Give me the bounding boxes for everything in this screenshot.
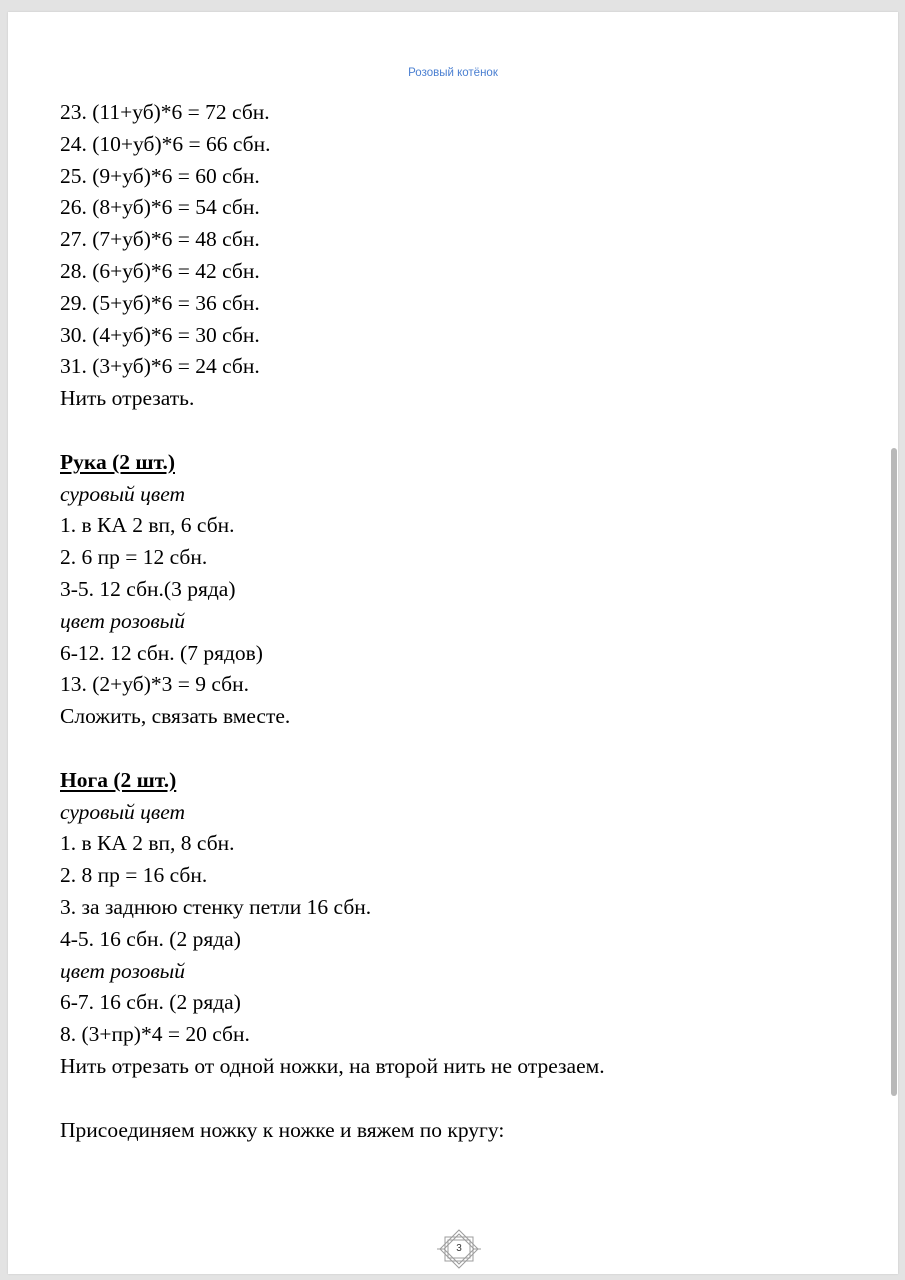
arm-row: 1. в КА 2 вп, 6 сбн.	[60, 513, 235, 538]
row-25: 25. (9+уб)*6 = 60 сбн.	[60, 163, 260, 188]
page-number: 3	[456, 1243, 462, 1254]
running-header: Розовый котёнок	[408, 67, 498, 79]
row-30: 30. (4+уб)*6 = 30 сбн.	[60, 322, 260, 347]
leg-color-label-1: суровый цвет	[60, 799, 186, 824]
leg-row: 3. за заднюю стенку петли 16 сбн.	[60, 894, 372, 919]
arm-finish-note: Сложить, связать вместе.	[60, 704, 291, 729]
spacer	[60, 733, 860, 765]
leg-finish-note: Нить отрезать от одной ножки, на второй нить не отрезаем.	[60, 1053, 605, 1078]
arm-row: 2. 6 пр = 12 сбн.	[60, 545, 208, 570]
row-26: 26. (8+уб)*6 = 54 сбн.	[60, 195, 260, 220]
leg-section-title: Нога (2 шт.)	[60, 767, 177, 792]
row-24: 24. (10+уб)*6 = 66 сбн.	[60, 131, 271, 156]
spacer	[60, 1083, 860, 1115]
leg-row: 8. (3+пр)*4 = 20 сбн.	[60, 1022, 250, 1047]
arm-row: 3-5. 12 сбн.(3 ряда)	[60, 576, 236, 601]
leg-row: 6-7. 16 сбн. (2 ряда)	[60, 990, 241, 1015]
vertical-scrollbar[interactable]	[891, 448, 897, 1096]
row-23: 23. (11+уб)*6 = 72 сбн.	[60, 100, 270, 124]
arm-color-label-2: цвет розовый	[60, 608, 185, 633]
arm-color-label-1: суровый цвет	[60, 481, 186, 506]
leg-color-label-2: цвет розовый	[60, 958, 185, 983]
arm-row: 13. (2+уб)*3 = 9 сбн.	[60, 672, 249, 697]
leg-row: 4-5. 16 сбн. (2 ряда)	[60, 926, 241, 951]
closing-instruction: Присоединяем ножку к ножке и вяжем по кругу:	[60, 1117, 505, 1142]
document-body	[60, 97, 860, 1146]
row-29: 29. (5+уб)*6 = 36 сбн.	[60, 290, 260, 315]
leg-row: 2. 8 пр = 16 сбн.	[60, 863, 208, 888]
document-page	[8, 12, 898, 1274]
row-27: 27. (7+уб)*6 = 48 сбн.	[60, 227, 260, 252]
leg-row: 1. в КА 2 вп, 8 сбн.	[60, 831, 235, 856]
cut-thread-note: Нить отрезать.	[60, 386, 195, 411]
row-28: 28. (6+уб)*6 = 42 сбн.	[60, 258, 260, 283]
spacer	[60, 415, 860, 447]
arm-row: 6-12. 12 сбн. (7 рядов)	[60, 640, 263, 665]
arm-section-title: Рука (2 шт.)	[60, 449, 175, 474]
row-31: 31. (3+уб)*6 = 24 сбн.	[60, 354, 260, 379]
